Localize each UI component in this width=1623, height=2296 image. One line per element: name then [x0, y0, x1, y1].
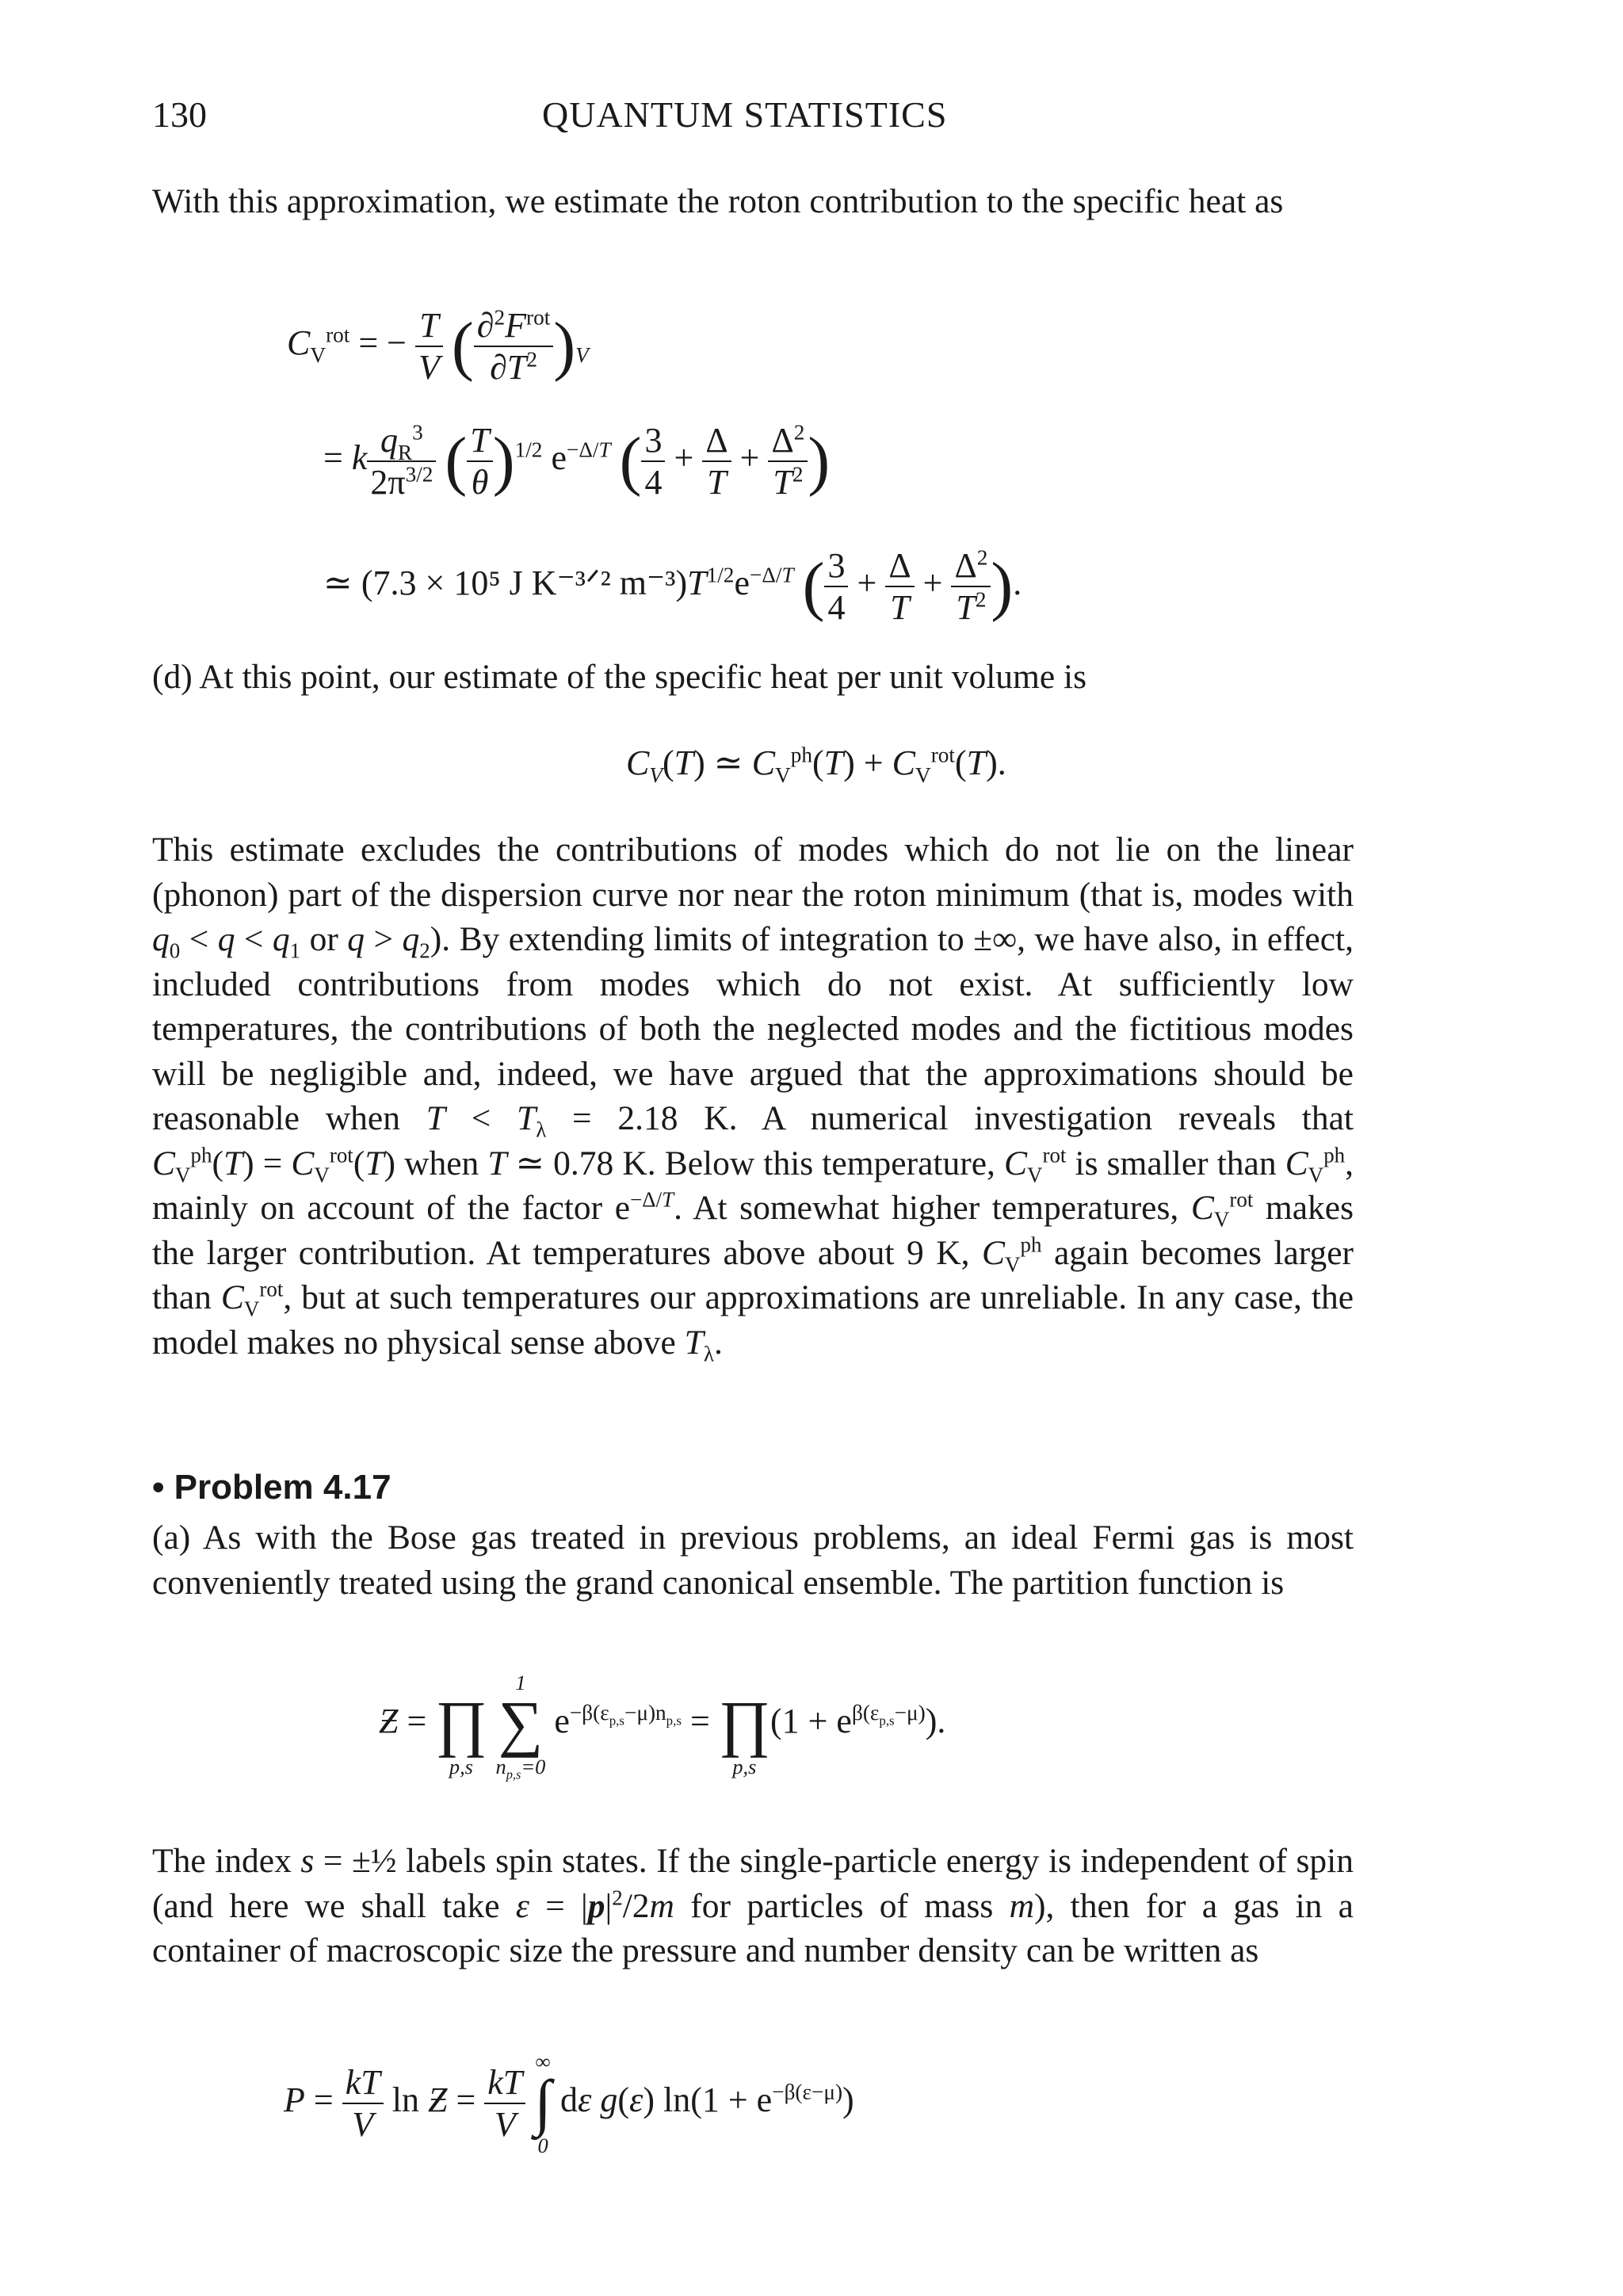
equation-cv-total: $C_V(T)$ ≃ $C_V^{ph}(T) + C_V^{rot}(T)$.: [626, 743, 1006, 787]
equation-pressure: P = $\frac{kT}{V}$ ln Ƶ = $\frac{kT}{V}$ ∞ ∫ 0 dε g(ε) $\ln(1 + e^{-\beta(\varepsilon-\mu)})$: [284, 2050, 854, 2157]
equation-rot-line2: = k $\frac{q_R^3}{2\pi^{3/2}}$ ( $\frac{T}{\theta}$ )$^{1/2}$ $e^{-\Delta/T}$ ( $\frac{3}{4}$ + $\frac{\Delta}{T}$ + $\frac{\Delta^2}{T^2}$ ): [323, 420, 831, 502]
problem-heading: • Problem 4.17: [152, 1468, 391, 1507]
part-d-paragraph: (d) At this point, our estimate of the specific heat per unit volume is: [152, 658, 1087, 696]
equation-rot-line1: $C_V^{rot}$ = − $\frac{T}{V}$ ( $\frac{\partial^2F^{rot}}{\partial T^2}$ )$_V$: [287, 305, 589, 387]
estimate-discussion-paragraph: This estimate excludes the contributions of modes which do not lie on the linear (phonon) part of the dispersion curve nor near the roton minimum (that is, modes with $q_0 < q < q_1$ or $q > q_2$). By extending limits of integration to ±∞, we have also, in effect, included contributions from modes which do not exist. At sufficiently low temperatures, the contributions of both the neglected modes and the fictitious modes will be negligible and, indeed, we have argued that the approximations should be reasonable when $T < T_\lambda = 2.18$ K. A numerical investigation reveals that $C_V^{ph}(T) = C_V^{rot}(T)$ when T ≃ 0.78 K. Below this temperature, $C_V^{rot}$ is smaller than $C_V^{ph}$, mainly on account of the factor $e^{-\Delta/T}$. At somewhat higher temperatures, $C_V^{rot}$ makes the larger contribution. At temperatures above about 9 K, $C_V^{ph}$ again becomes larger than $C_V^{rot}$, but at such temperatures our approximations are unreliable. In any case, the model makes no physical sense above $T_\lambda$.: [152, 831, 1354, 1366]
intro-paragraph: With this approximation, we estimate the roton contribution to the specific heat as: [152, 182, 1284, 220]
spin-paragraph: The index s = ±½ labels spin states. If the single-particle energy is independent of spin (and here we shall take $\varepsilon = |p|^2/2m$ for particles of mass m), then for a gas in a container of macroscopic size the pressure and number density can be written as: [152, 1842, 1354, 1969]
numeric-prefactor: ≃ (7.3 × 10⁵ J K⁻³ᐟ² m⁻³): [323, 563, 688, 603]
equation-rot-line3: ≃ (7.3 × 10⁵ J K⁻³ᐟ² $m^{-3})T^{1/2}e^{-\Delta/T}$ ( $\frac{3}{4}$ + $\frac{\Delta}{T}$ + $\frac{\Delta^2}{T^2}$ ).: [323, 545, 1022, 627]
running-title: QUANTUM STATISTICS: [542, 94, 948, 135]
equation-partition-function: Ƶ = ∏ p,s 1 ∑ $n_{p,s}=0$ $e^{-\beta(\varepsilon_{p,s}-\mu)n_{p,s}}$ = ∏ p,s $(1 + e^{\beta(\varepsilon_{p,s}-\mu)})$.: [379, 1671, 946, 1782]
page-number: 130: [152, 94, 207, 135]
problem-paragraph: (a) As with the Bose gas treated in previous problems, an ideal Fermi gas is most conveniently treated using the grand canonical ensemble. The partition function is: [152, 1519, 1354, 1602]
